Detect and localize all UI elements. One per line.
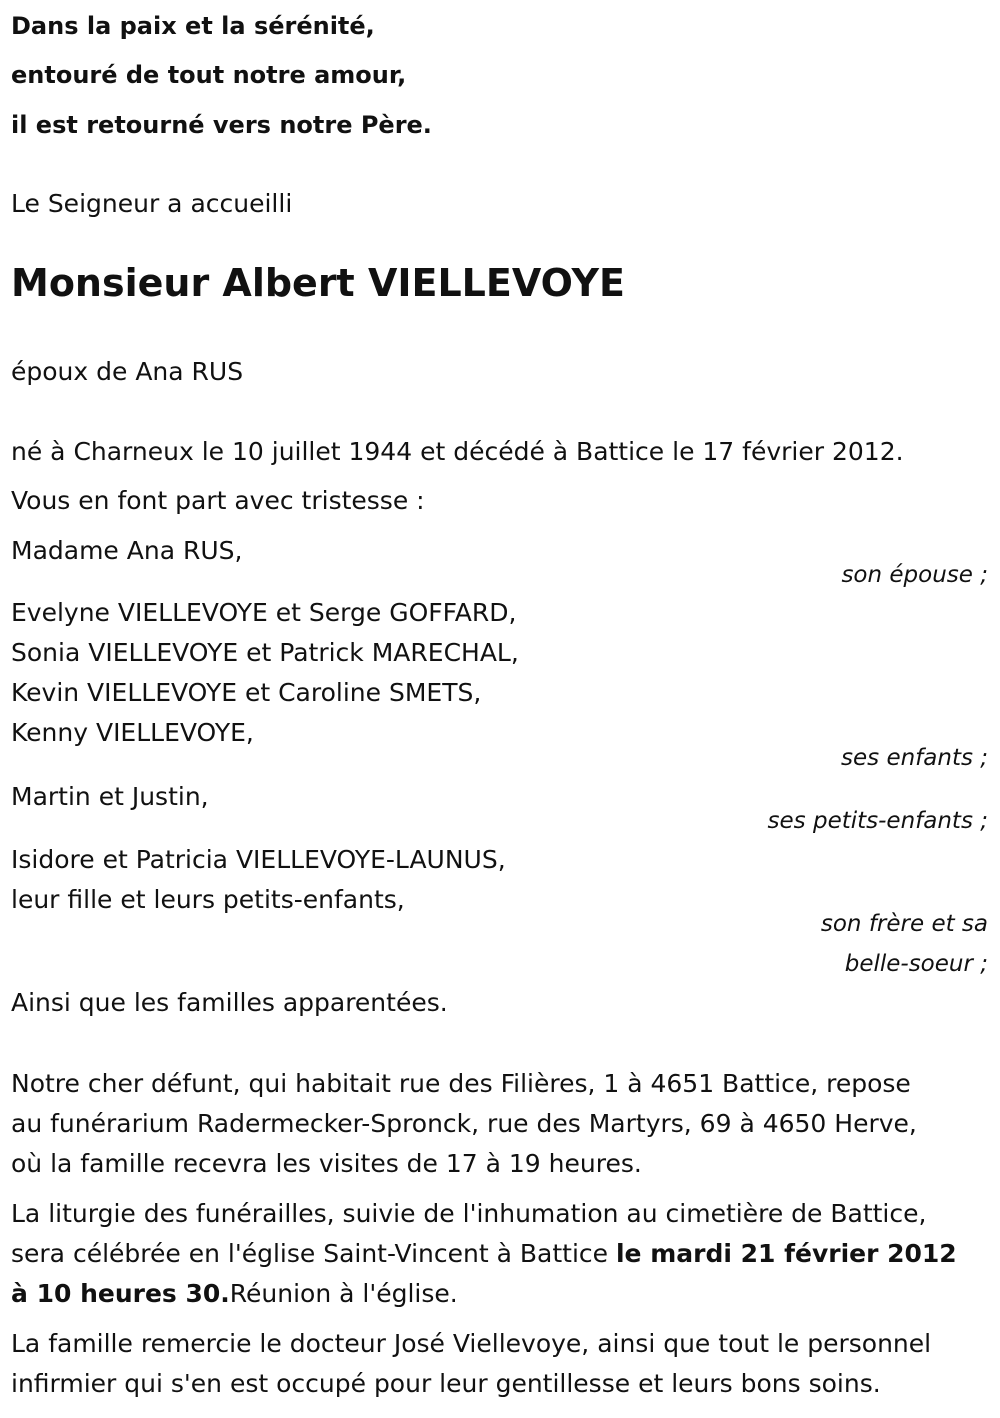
visitation-paragraph (11, 1064, 991, 1184)
funeral-line-1: La liturgie des funérailles, suivie de l'inhumation au cimetière de Battice, (11, 1199, 927, 1228)
funeral-line-2 (11, 1234, 991, 1274)
thanks-paragraph (11, 1324, 991, 1404)
spouse-name: Madame Ana RUS, (11, 536, 243, 565)
child-line-4: Kenny VIELLEVOYE, (11, 718, 254, 747)
funeral-line-3 (11, 1274, 991, 1314)
funeral-line-3-end: Réunion à l'église. (229, 1279, 458, 1308)
siblings-relation-1: son frère et sa (820, 911, 988, 937)
others-line: Ainsi que les familles apparentées. (11, 988, 448, 1017)
sibling-line-1: Isidore et Patricia VIELLEVOYE-LAUNUS, (11, 845, 506, 874)
child-line-3: Kevin VIELLEVOYE et Caroline SMETS, (11, 678, 482, 707)
siblings-relation-2: belle-soeur ; (844, 951, 988, 977)
thanks-line-2: infirmier qui s'en est occupé pour leur gentillesse et leurs bons soins. (11, 1369, 881, 1398)
funeral-line-2-start: sera célébrée en l'église Saint-Vincent à Battice (11, 1239, 616, 1268)
visitation-line-3: où la famille recevra les visites de 17 à 19 heures. (11, 1149, 642, 1178)
spouse-line: époux de Ana RUS (11, 357, 244, 386)
child-line-2: Sonia VIELLEVOYE et Patrick MARECHAL, (11, 638, 519, 667)
deceased-name: Monsieur Albert VIELLEVOYE (11, 261, 626, 305)
sibling-line-2: leur fille et leurs petits-enfants, (11, 885, 405, 914)
announce-line: Vous en font part avec tristesse : (11, 486, 425, 515)
visitation-line-1: Notre cher défunt, qui habitait rue des Filières, 1 à 4651 Battice, repose (11, 1069, 911, 1098)
funeral-paragraph (11, 1194, 991, 1314)
child-line-1: Evelyne VIELLEVOYE et Serge GOFFARD, (11, 598, 517, 627)
spouse-relation: son épouse ; (841, 562, 988, 588)
visitation-line-2: au funérarium Radermecker-Spronck, rue des Martyrs, 69 à 4650 Herve, (11, 1109, 917, 1138)
grandchildren-relation: ses petits-enfants ; (767, 808, 988, 834)
grandchildren-line: Martin et Justin, (11, 782, 209, 811)
verse-line-2: entouré de tout notre amour, (11, 61, 407, 89)
children-relation: ses enfants ; (841, 745, 988, 771)
thanks-line-1: La famille remercie le docteur José Viellevoye, ainsi que tout le personnel (11, 1329, 932, 1358)
funeral-time: à 10 heures 30. (11, 1279, 230, 1308)
verse-line-1: Dans la paix et la sérénité, (11, 12, 375, 40)
birth-death-line: né à Charneux le 10 juillet 1944 et décédé à Battice le 17 février 2012. (11, 437, 904, 466)
funeral-date: le mardi 21 février 2012 (615, 1239, 957, 1268)
intro-text: Le Seigneur a accueilli (11, 189, 293, 218)
verse-line-3: il est retourné vers notre Père. (11, 111, 432, 139)
